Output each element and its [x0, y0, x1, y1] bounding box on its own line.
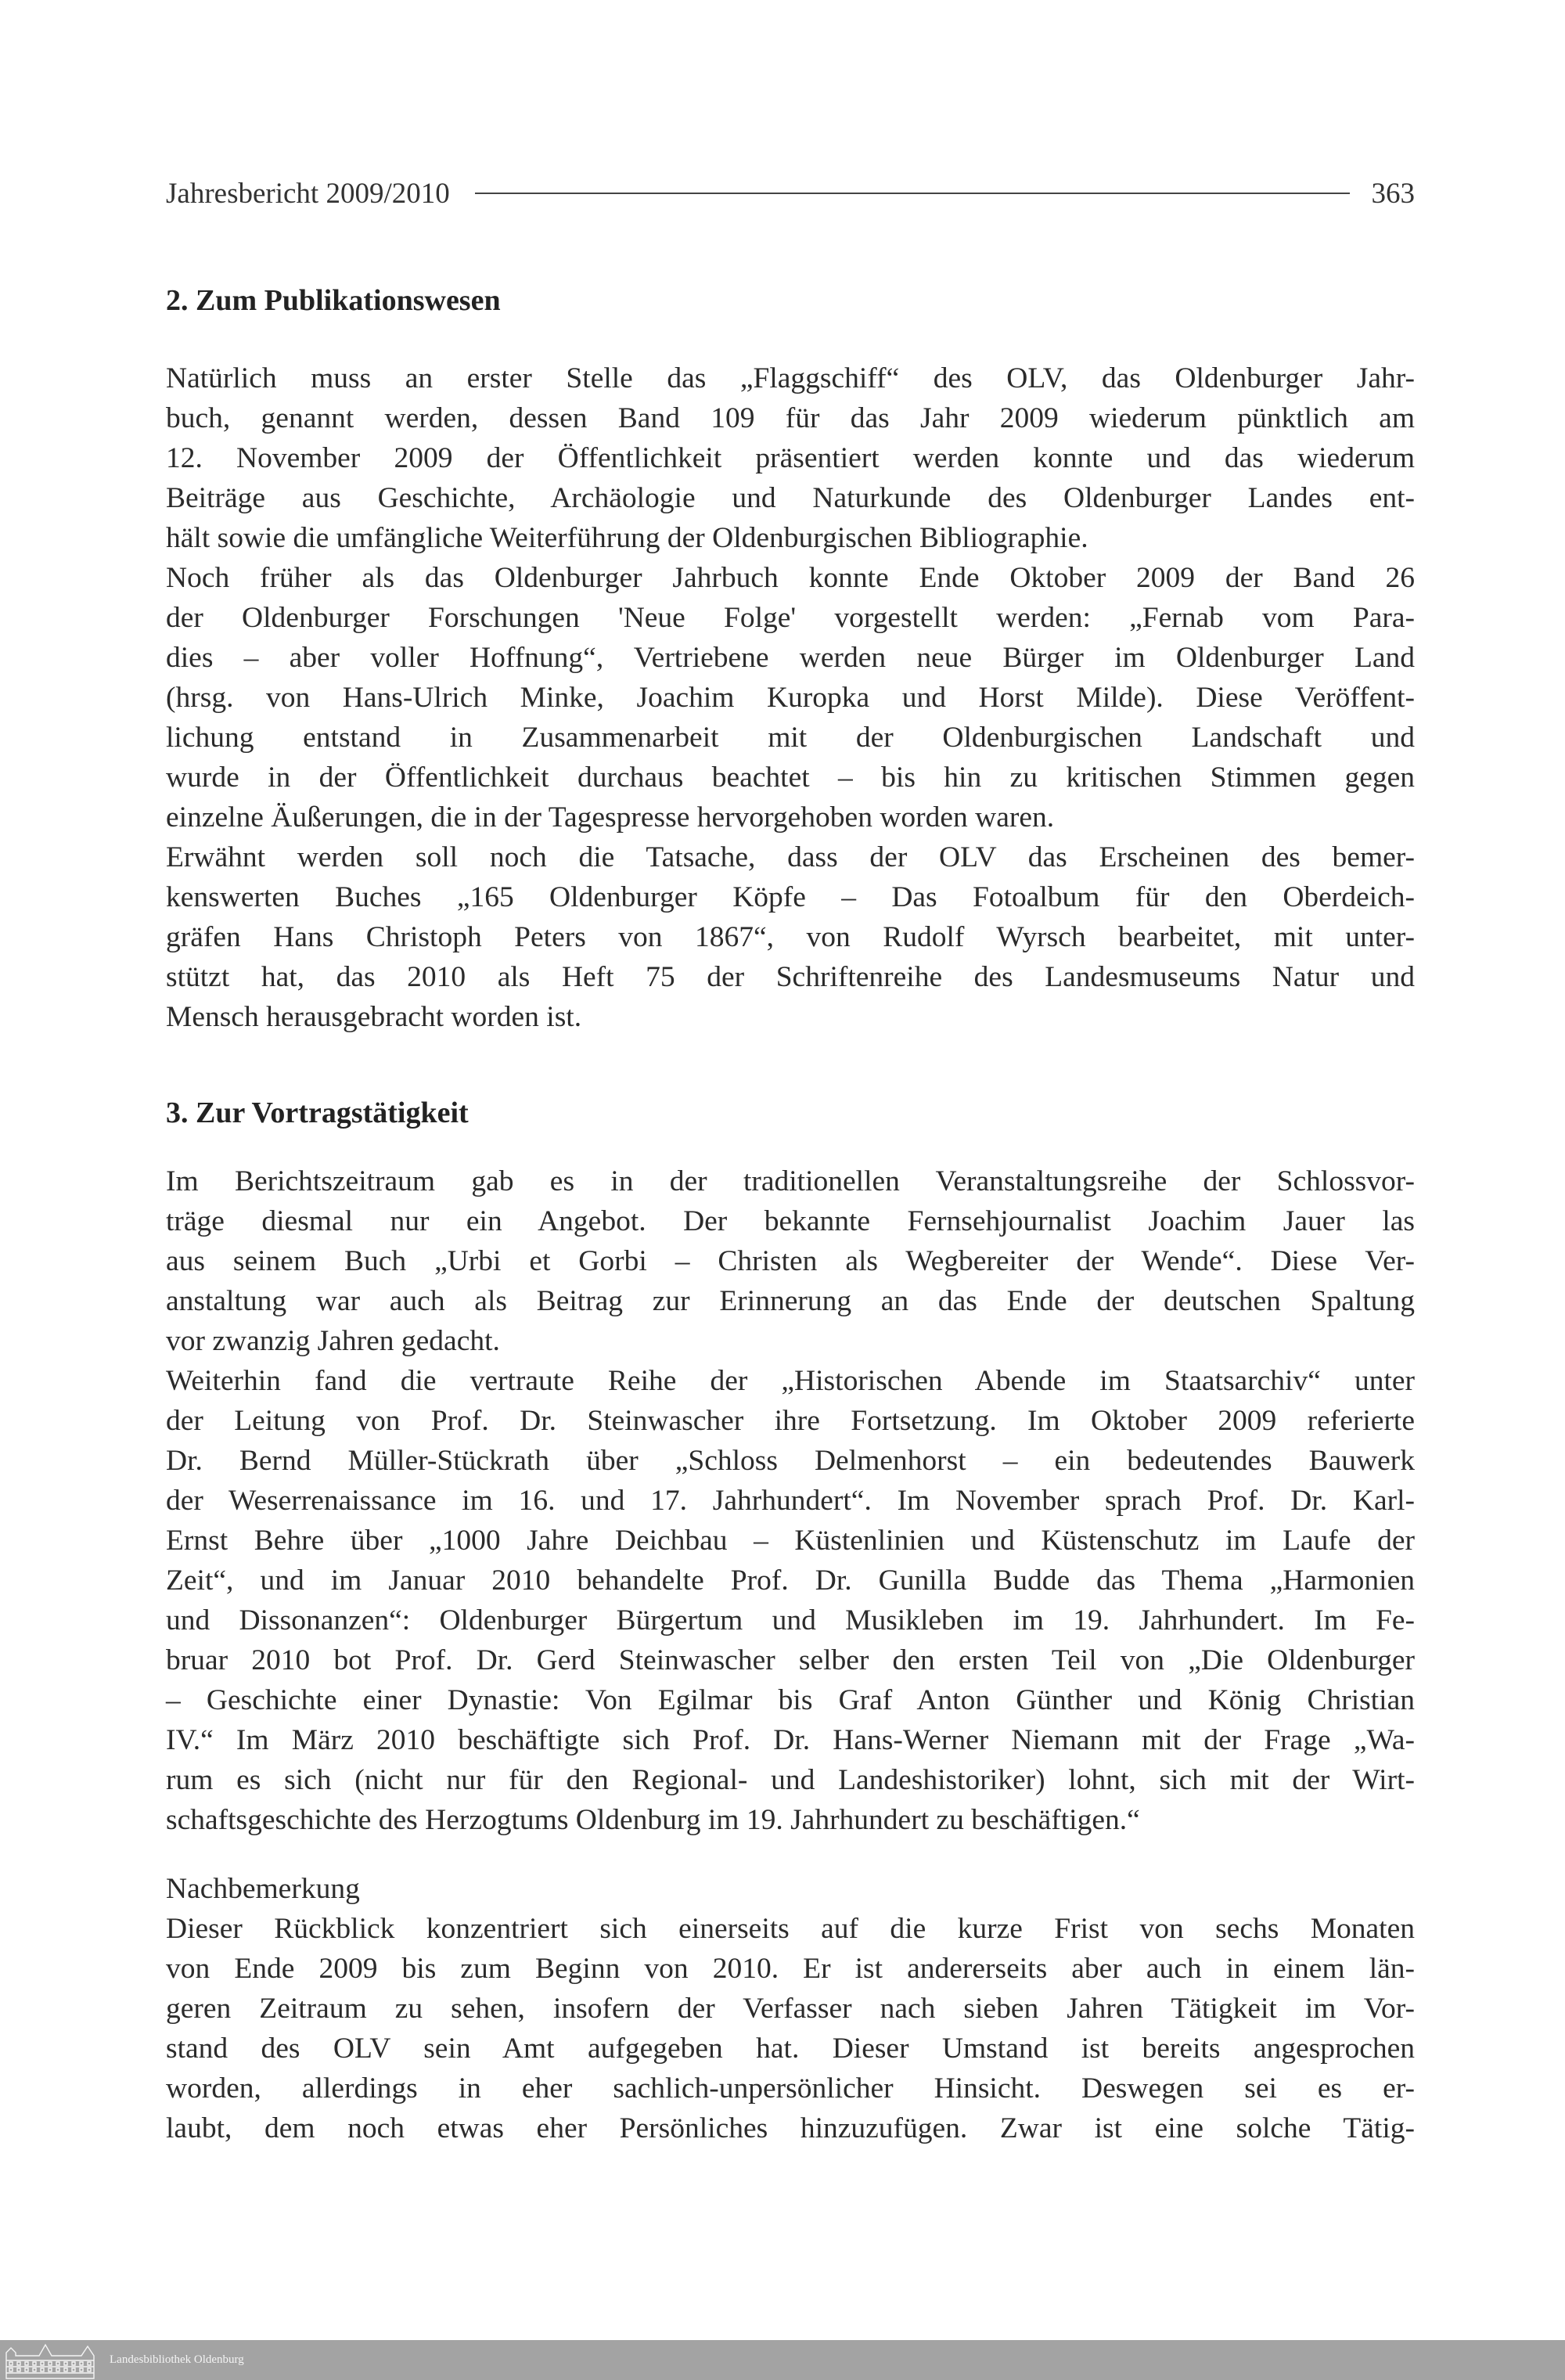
text-line: einzelne Äußerungen, die in der Tagespresse hervorgehoben worden waren.	[166, 801, 1055, 834]
text-line: und Dissonanzen“: Oldenburger Bürgertum und Musikleben im 19. Jahrhundert. Im Fe-	[166, 1604, 1415, 1636]
text-line: IV.“ Im März 2010 beschäftigte sich Prof. Dr. Hans-Werner Niemann mit der Frage „Wa-	[166, 1724, 1415, 1756]
text-line: stand des OLV sein Amt aufgegeben hat. Dieser Umstand ist bereits angesprochen	[166, 2033, 1415, 2065]
page-number: 363	[1371, 177, 1415, 210]
text-line: Ernst Behre über „1000 Jahre Deichbau – Küstenlinien und Küstenschutz im Laufe der	[166, 1525, 1415, 1557]
text-line: Mensch herausgebracht worden ist.	[166, 1001, 582, 1033]
section-heading-vortragstaetigkeit: 3. Zur Vortragstätigkeit	[166, 1096, 469, 1129]
library-footer-bar	[0, 2340, 1565, 2380]
library-building-icon	[5, 2342, 102, 2379]
text-line: Erwähnt werden soll noch die Tatsache, dass der OLV das Erscheinen des bemer-	[166, 841, 1415, 873]
text-line: – Geschichte einer Dynastie: Von Egilmar bis Graf Anton Günther und König Christian	[166, 1684, 1415, 1716]
text-line: hält sowie die umfängliche Weiterführung der Oldenburgischen Bibliographie.	[166, 522, 1088, 554]
text-line: lichung entstand in Zusammenarbeit mit der Oldenburgischen Landschaft und	[166, 722, 1415, 754]
text-line: Im Berichtszeitraum gab es in der traditionellen Veranstaltungsreihe der Schlossvor-	[166, 1165, 1415, 1197]
running-title: Jahresbericht 2009/2010	[166, 177, 450, 210]
text-line: der Oldenburger Forschungen 'Neue Folge' vorgestellt werden: „Fernab vom Para-	[166, 602, 1415, 634]
text-line: der Weserrenaissance im 16. und 17. Jahrhundert“. Im November sprach Prof. Dr. Karl-	[166, 1485, 1415, 1517]
text-line: worden, allerdings in eher sachlich-unpersönlicher Hinsicht. Deswegen sei es er-	[166, 2072, 1415, 2105]
text-line: Dr. Bernd Müller-Stückrath über „Schloss Delmenhorst – ein bedeutendes Bauwerk	[166, 1445, 1415, 1477]
text-line: bruar 2010 bot Prof. Dr. Gerd Steinwascher selber den ersten Teil von „Die Oldenburger	[166, 1644, 1415, 1676]
text-line: rum es sich (nicht nur für den Regional- und Landeshistoriker) lohnt, sich mit der Wirt-	[166, 1764, 1415, 1796]
text-line: dies – aber voller Hoffnung“, Vertriebene werden neue Bürger im Oldenburger Land	[166, 642, 1415, 674]
section-heading-publikationswesen: 2. Zum Publikationswesen	[166, 284, 501, 317]
running-header	[166, 174, 1415, 213]
header-rule	[475, 193, 1350, 194]
text-line: anstaltung war auch als Beitrag zur Erinnerung an das Ende der deutschen Spaltung	[166, 1285, 1415, 1317]
library-brand-label: Landesbibliothek Oldenburg	[110, 2353, 244, 2366]
text-line: Beiträge aus Geschichte, Archäologie und Naturkunde des Oldenburger Landes ent-	[166, 482, 1415, 514]
text-line: Zeit“, und im Januar 2010 behandelte Prof. Dr. Gunilla Budde das Thema „Harmonien	[166, 1564, 1415, 1597]
text-line: träge diesmal nur ein Angebot. Der bekannte Fernsehjournalist Joachim Jauer las	[166, 1205, 1415, 1237]
text-line: aus seinem Buch „Urbi et Gorbi – Christen als Wegbereiter der Wende“. Diese Ver-	[166, 1245, 1415, 1277]
text-line: 12. November 2009 der Öffentlichkeit präsentiert werden konnte und das wiederum	[166, 442, 1415, 474]
text-line: Natürlich muss an erster Stelle das „Flaggschiff“ des OLV, das Oldenburger Jahr-	[166, 362, 1415, 394]
text-line: kenswerten Buches „165 Oldenburger Köpfe – Das Fotoalbum für den Oberdeich-	[166, 881, 1415, 913]
text-line: gräfen Hans Christoph Peters von 1867“, von Rudolf Wyrsch bearbeitet, mit unter-	[166, 921, 1415, 953]
text-line: vor zwanzig Jahren gedacht.	[166, 1325, 500, 1357]
text-line: von Ende 2009 bis zum Beginn von 2010. Er ist andererseits aber auch in einem län-	[166, 1953, 1415, 1985]
text-line: (hrsg. von Hans-Ulrich Minke, Joachim Kuropka und Horst Milde). Diese Veröffent-	[166, 682, 1415, 714]
text-line: Dieser Rückblick konzentriert sich einerseits auf die kurze Frist von sechs Monaten	[166, 1913, 1415, 1945]
text-line: Noch früher als das Oldenburger Jahrbuch konnte Ende Oktober 2009 der Band 26	[166, 562, 1415, 594]
text-line: Weiterhin fand die vertraute Reihe der „Historischen Abende im Staatsarchiv“ unter	[166, 1365, 1415, 1397]
text-line: wurde in der Öffentlichkeit durchaus beachtet – bis hin zu kritischen Stimmen gegen	[166, 762, 1415, 794]
text-line: laubt, dem noch etwas eher Persönliches hinzuzufügen. Zwar ist eine solche Tätig-	[166, 2112, 1415, 2144]
text-line: schaftsgeschichte des Herzogtums Oldenburg im 19. Jahrhundert zu beschäftigen.“	[166, 1804, 1140, 1836]
section-heading-nachbemerkung: Nachbemerkung	[166, 1873, 360, 1905]
text-line: der Leitung von Prof. Dr. Steinwascher ihre Fortsetzung. Im Oktober 2009 referierte	[166, 1405, 1415, 1437]
text-line: buch, genannt werden, dessen Band 109 für das Jahr 2009 wiederum pünktlich am	[166, 402, 1415, 434]
text-line: stützt hat, das 2010 als Heft 75 der Schriftenreihe des Landesmuseums Natur und	[166, 961, 1415, 993]
text-line: geren Zeitraum zu sehen, insofern der Verfasser nach sieben Jahren Tätigkeit im Vor-	[166, 1993, 1415, 2025]
